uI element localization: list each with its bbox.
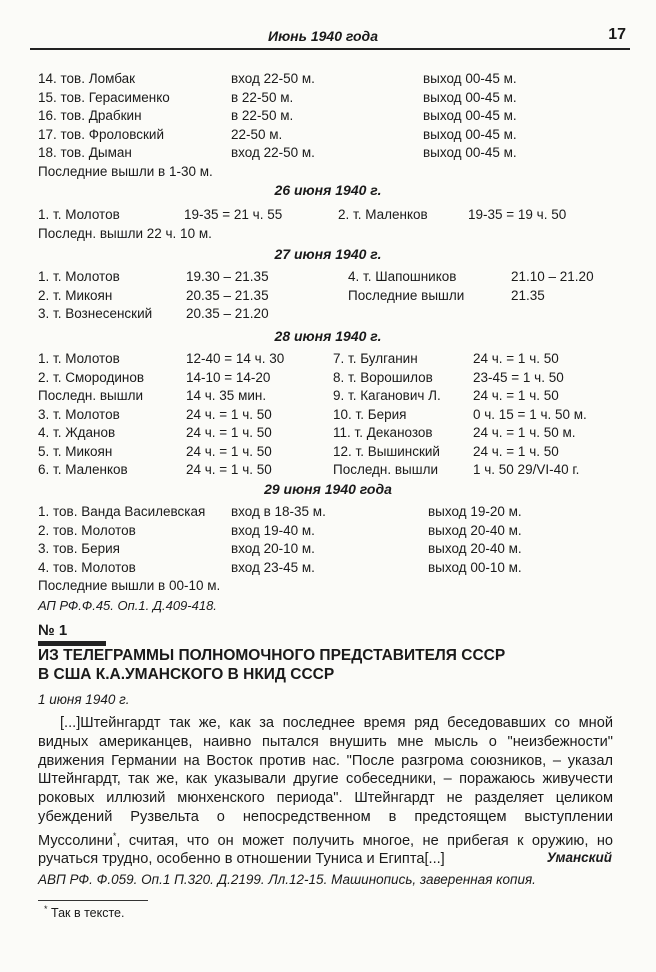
date-heading-june27: 27 июня 1940 г. <box>274 246 382 262</box>
footnote: * Так в тексте. <box>44 904 125 921</box>
date-heading-june26: 26 июня 1940 г. <box>274 182 382 198</box>
archive-reference-2: АВП РФ. Ф.059. Оп.1 П.320. Д.2199. Лл.12-15. Машинопись, заверенная копия. <box>38 872 536 887</box>
document-number: № 1 <box>38 622 68 639</box>
book-page: Июнь 1940 года 17 14. тов. Ломбак вход 22-50 м. выход 00-45 м. 15. тов. Герасименко в 22-50 м. выход 00-45 м. 16. тов. Драбкин в 22-50 м. выход 00-45 м. 17. тов. Фроловский 22-50 м. выход 00-45 м. 18. тов. Дыман вход 22-50 м. выход 00-45 м. Последние вышли в 1-30 м. 26 июня 1940 г. 1. т. Молотов 19-35 = 21 ч. 55 2. т. Маленков 19-35 = 19 ч. 50 Последн. вышли 22 ч. 10 м. 27 июня 1940 г. 1. т. Молотов 19.30 – 21.35 4. т. Шапошников 21.10 – 21.20 2. т. Микоян 20.35 – 21.35 Последние вышли 21.35 3. т. Вознесенский 20.35 – 21.20 28 июня 1940 г. 1. т. Молотов 12-40 = 14 ч. 30 7. т. Булганин 24 ч. = 1 ч. 50 2. т. Смородинов 14-10 = 14-20 8. т. Ворошилов 23-45 = 1 ч. 50 Последн. вышли 14 ч. 35 мин. 9. т. Каганович Л. 24 ч. = 1 ч. 50 3. т. Молотов 24 ч. = 1 ч. 50 10. т. Берия 0 ч. 15 = 1 ч. 50 м. 4. т. Жданов 24 ч. = 1 ч. 50 11. т. Деканозов 24 ч. = 1 ч. 50 м. 5. т. Микоян 24 ч. = 1 ч. 50 12. т. Вышинский 24 ч. = 1 ч. 50 6. т. Маленков 24 ч. = 1 ч. 50 Последн. вышли 1 ч. 50 29/VI-40 г. 29 июня 1940 года 1. тов. Ванда Василевская вход в 18-35 м. выход 19-20 м. 2. тов. Молотов вход 19-40 м. выход 20-40 м. 3. тов. Берия вход 20-10 м. выход 20-40 м. 4. тов. Молотов вход 23-45 м. выход 00-10 м. Последние вышли в 00-10 м. АП РФ.Ф.45. Оп.1. Д.409-418. № 1 ИЗ ТЕЛЕГРАММЫ ПОЛНОМОЧНОГО ПРЕДСТАВИТЕЛЯ СССР В США К.А.УМАНСКОГО В НКИД СССР 1 июня 1940 г. [...]Штейнгардт так же, как за последнее время ряд беседовавших со мной видных американцев, наивно пытался внушить мне мысль о "неизбежности" движения Германии на Восток против нас. "После разгрома союзников, – указал Штейнгардт, так же, как указывали другие собеседники, – поражаюсь живучести роковых иллюзий мюнхенского периода". Штейнгардт не разделяет целиком убеждений Рузвельта о непосредственном в предстоящем выступлении Муссолини*, считая, что он может получить многое, не прибегая к оружию, но ручаться трудно, особенно в отношении Туниса и Египта[...] Уманский АВП РФ. Ф.059. Оп.1 П.320. Д.2199. Лл.12-15. Машинопись, заверенная копия. * Так в тексте. <box>0 0 656 972</box>
signature: Уманский <box>546 850 612 865</box>
page-number: 17 <box>608 26 626 43</box>
document-date: 1 июня 1940 г. <box>38 692 130 707</box>
document-title: ИЗ ТЕЛЕГРАММЫ ПОЛНОМОЧНОГО ПРЕДСТАВИТЕЛЯ СССР В США К.А.УМАНСКОГО В НКИД СССР <box>38 647 506 683</box>
running-title: Июнь 1940 года <box>268 28 378 44</box>
document-body: [...]Штейнгардт так же, как за последнее время ряд беседовавших со мной видных американцев, наивно пытался внушить мне мысль о "неизбежности" движения Германии на Восток против нас. "После разгрома союзников, – указал Штейнгардт, так же, как указывали другие собеседники, – поражаюсь живучести роковых иллюзий мюнхенского периода". Штейнгардт не разделяет целиком убеждений Рузвельта о непосредственном в предстоящем выступлении Муссолини*, считая, что он может получить многое, не прибегая к оружию, но ручаться трудно, особенно в отношении Туниса и Египта[...] <box>38 715 613 868</box>
date-heading-june28: 28 июня 1940 г. <box>274 328 382 344</box>
running-header <box>30 26 630 50</box>
archive-reference-1: АП РФ.Ф.45. Оп.1. Д.409-418. <box>38 598 217 613</box>
footnote-marker: * <box>112 830 117 841</box>
footnote-divider <box>38 900 148 901</box>
date-heading-june29: 29 июня 1940 года <box>264 481 392 497</box>
